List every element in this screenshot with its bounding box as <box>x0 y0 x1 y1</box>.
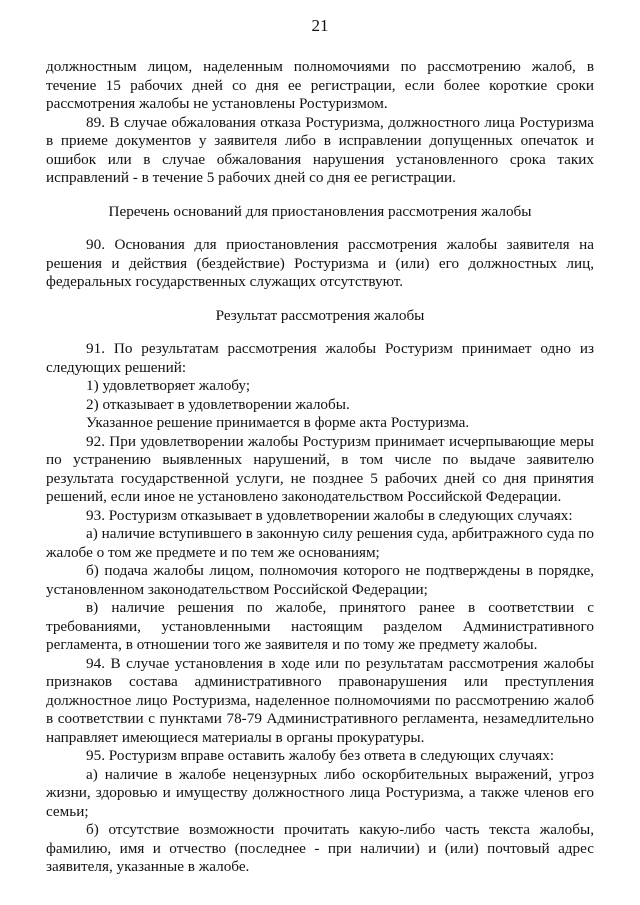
paragraph-93: 93. Ростуризм отказывает в удовлетворении жалобы в следующих случаях: <box>86 506 573 524</box>
paragraph-91-item-1: 1) удовлетворяет жалобу; <box>86 377 251 394</box>
paragraph-92: 92. При удовлетворении жалобы Ростуризм принимает исчерпывающие меры по устранению выявленных нарушений, в том числе по выдаче заявителю результата государственной услуги, не позднее 5 рабочих дней со дня принятия решений, если иное не установлено законодательством Российской Федерации. <box>46 432 594 505</box>
section-heading-suspension-grounds: Перечень оснований для приостановления рассмотрения жалобы <box>108 202 532 220</box>
document-body <box>46 58 594 877</box>
paragraph-93-item-a: а) наличие вступившего в законную силу решения суда, арбитражного суда по жалобе о том же предмете и по тем же основаниям; <box>46 525 594 561</box>
paragraph-95-item-b: б) отсутствие возможности прочитать какую-либо часть текста жалобы, фамилию, имя и отчество (последнее - при наличии) и (или) почтовый адрес заявителя, указанные в жалобе. <box>46 821 594 875</box>
page-number: 21 <box>311 16 329 35</box>
paragraph-95: 95. Ростуризм вправе оставить жалобу без ответа в следующих случаях: <box>86 747 555 764</box>
paragraph-91-decision-form: Указанное решение принимается в форме акта Ростуризма. <box>86 414 470 431</box>
paragraph-continuation: должностным лицом, наделенным полномочиями по рассмотрению жалоб, в течение 15 рабочих дней со дня ее регистрации, если более короткие сроки рассмотрения жалобы не установлены Ростуризмом. <box>46 58 594 112</box>
paragraph-89: 89. В случае обжалования отказа Ростуризма, должностного лица Ростуризма в приеме документов у заявителя либо в исправлении допущенных опечаток и ошибок или в случае обжалования нарушения установленного срока таких исправлений - в течение 5 рабочих дней со дня ее регистрации. <box>46 113 594 186</box>
paragraph-91: 91. По результатам рассмотрения жалобы Ростуризм принимает одно из следующих решений: <box>46 340 594 376</box>
section-heading-complaint-result: Результат рассмотрения жалобы <box>215 306 425 324</box>
paragraph-93-item-b: б) подача жалобы лицом, полномочия которого не подтверждены в порядке, установленном законодательством Российской Федерации; <box>46 562 594 598</box>
paragraph-94: 94. В случае установления в ходе или по результатам рассмотрения жалобы признаков состава административного правонарушения или преступления должностное лицо Ростуризма, наделенное полномочиями по рассмотрению жалоб в соответствии с пунктами 78-79 Административного регламента, незамедлительно направляет имеющиеся материалы в органы прокуратуры. <box>46 654 594 746</box>
paragraph-95-item-a: а) наличие в жалобе нецензурных либо оскорбительных выражений, угроз жизни, здоровью и имуществу должностного лица Ростуризма, а также членов его семьи; <box>46 765 594 820</box>
paragraph-90: 90. Основания для приостановления рассмотрения жалобы заявителя на решения и действия (бездействие) Ростуризма и (или) его должностных лиц, федеральных государственных служащих отсутствуют. <box>46 236 594 290</box>
paragraph-91-item-2: 2) отказывает в удовлетворении жалобы. <box>86 395 350 413</box>
paragraph-93-item-c: в) наличие решения по жалобе, принятого ранее в соответствии с требованиями, установленными настоящим разделом Административного регламента, в отношении того же заявителя и по тому же предмету жалобы. <box>46 599 594 653</box>
